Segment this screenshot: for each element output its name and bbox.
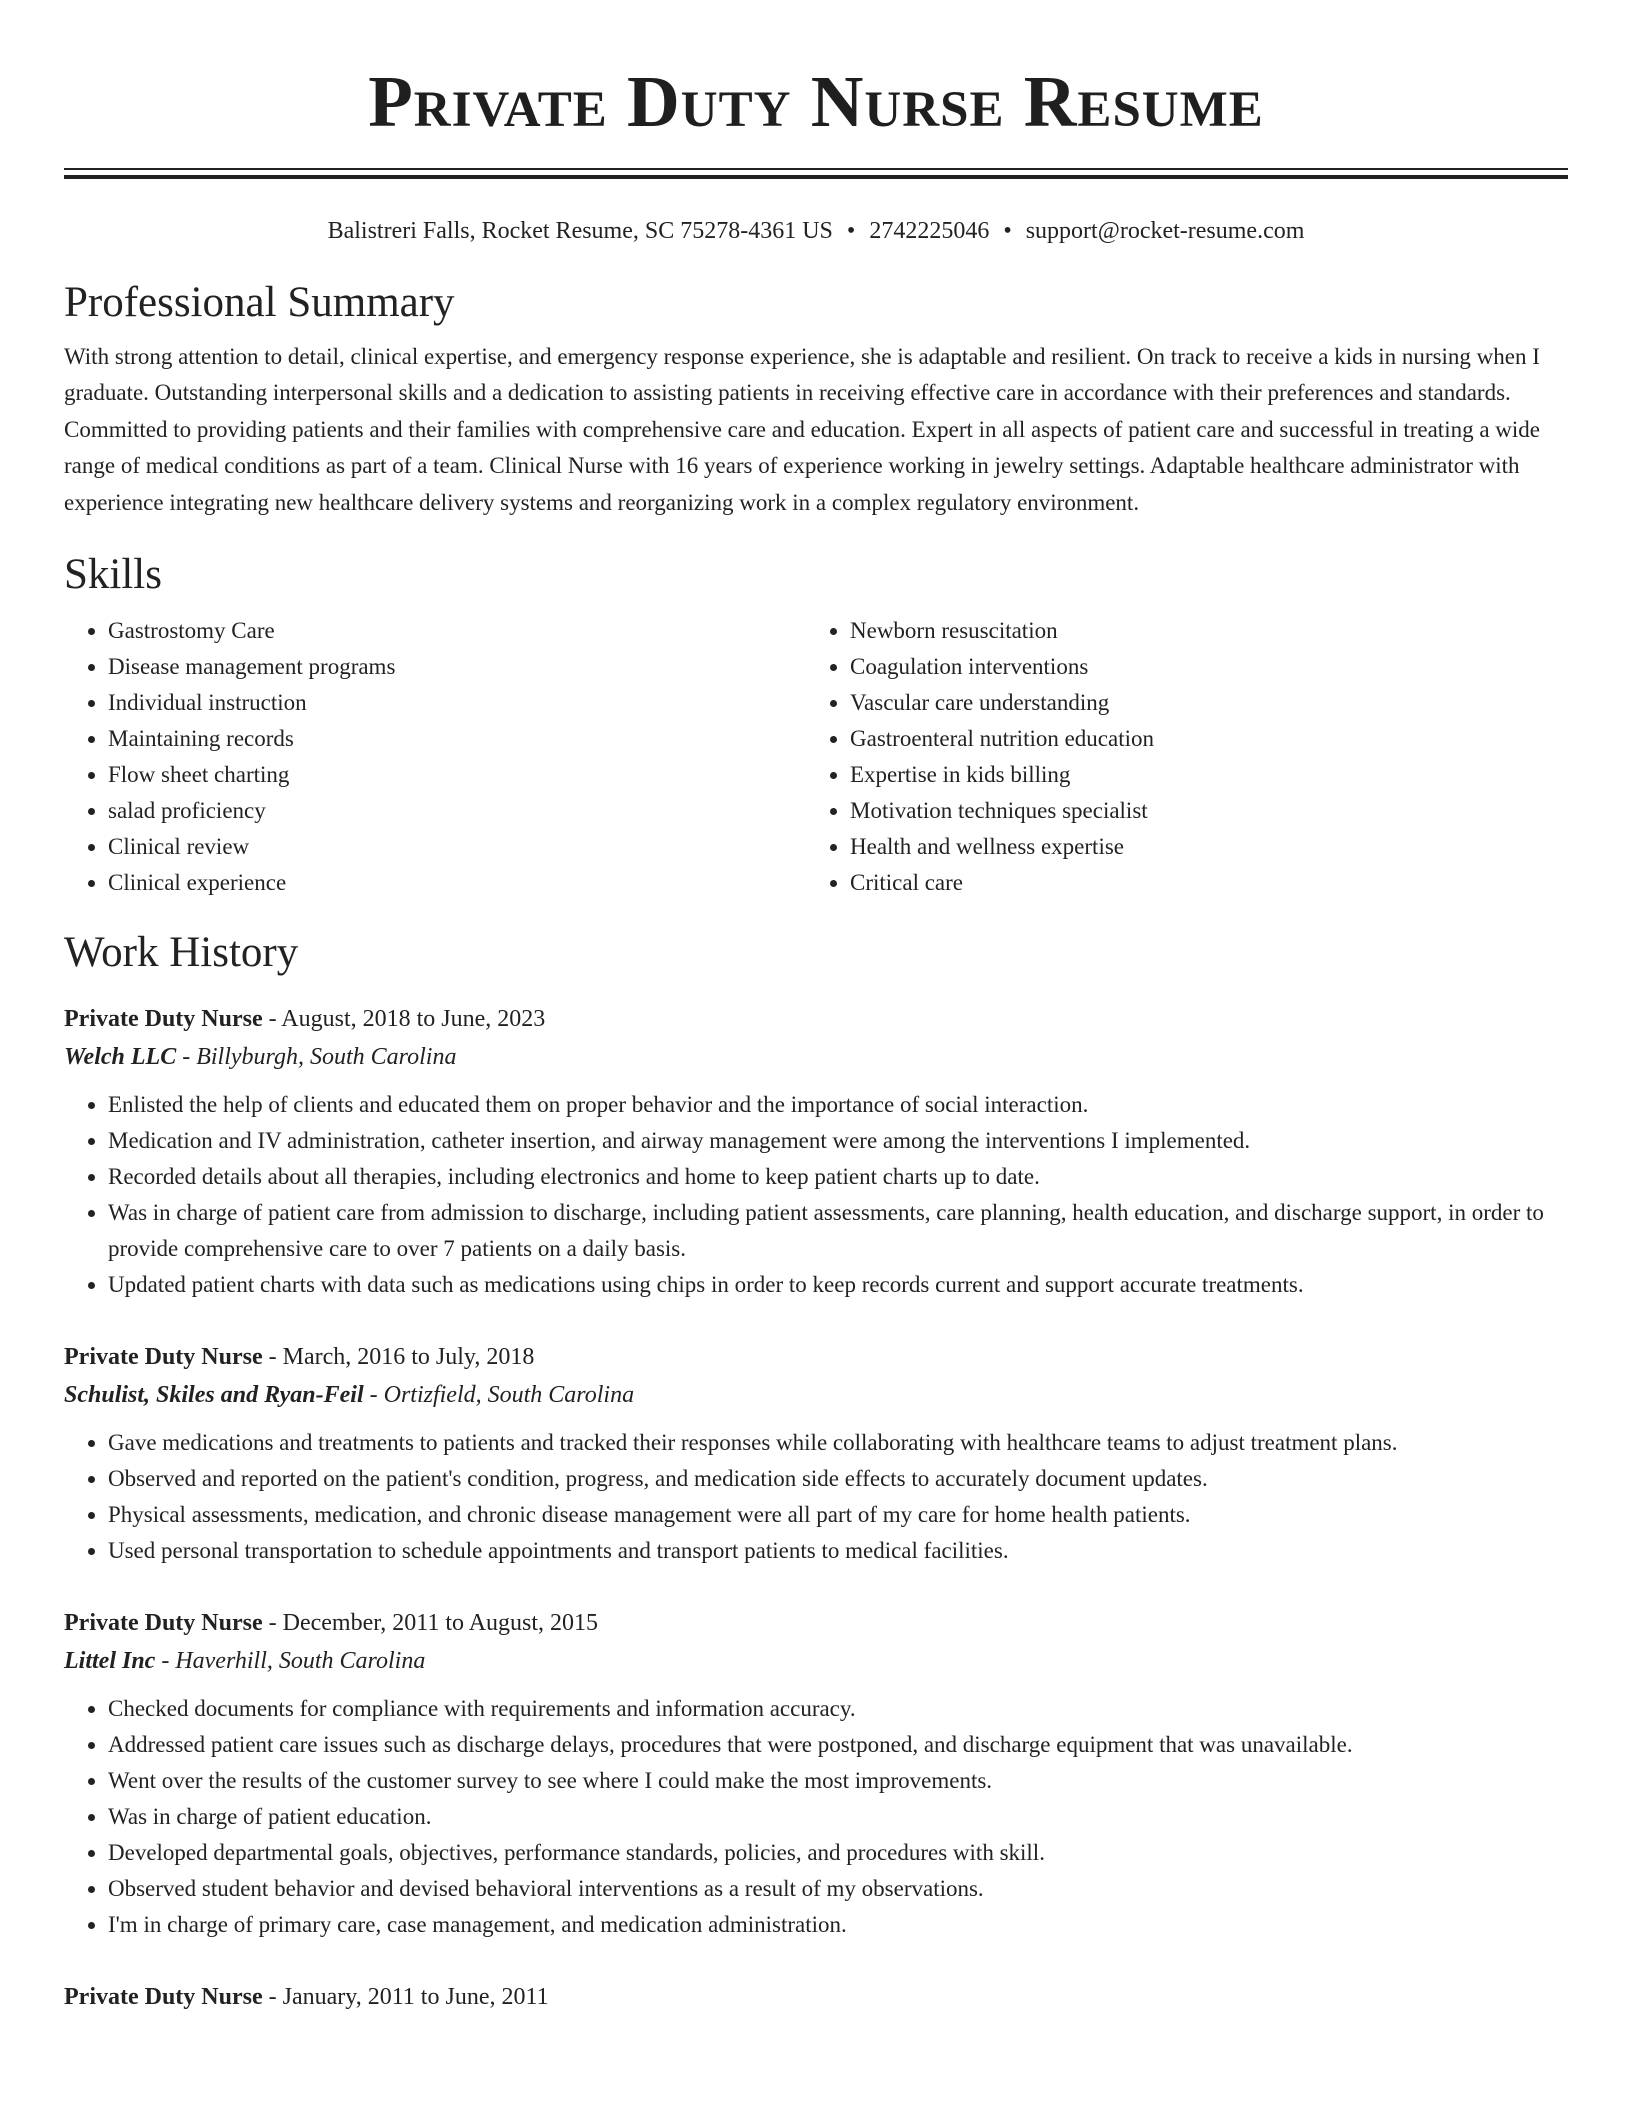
skills-heading: Skills (64, 551, 162, 599)
job-title-line (64, 1979, 1568, 2015)
skill-item: • salad proficiency (108, 793, 806, 829)
job-company: Schulist, Skiles and Ryan-Feil (64, 1382, 364, 1409)
skills-columns (64, 613, 1568, 901)
job-dates: - December, 2011 to August, 2015 (262, 1610, 599, 1637)
job-company-line (64, 1037, 1568, 1077)
skill-item: • Vascular care understanding (850, 685, 1550, 721)
contact-separator: • (1003, 218, 1012, 244)
contact-phone: 2742225046 (869, 218, 990, 244)
skills-list-left (64, 613, 806, 901)
contact-address: Balistreri Falls, Rocket Resume, SC 75278-4361 US (327, 218, 833, 244)
page-title: Private Duty Nurse Resume (368, 61, 1264, 142)
work-history-heading: Work History (64, 929, 299, 977)
skill-item: • Clinical review (108, 829, 806, 865)
job-location: - Haverhill, South Carolina (155, 1648, 426, 1675)
skill-item: • Health and wellness expertise (850, 829, 1550, 865)
skill-item: • Individual instruction (108, 685, 806, 721)
skill-item: • Maintaining records (108, 721, 806, 757)
skill-item: • Flow sheet charting (108, 757, 806, 793)
contact-email: support@rocket-resume.com (1025, 218, 1305, 244)
job-company: Littel Inc (64, 1648, 156, 1675)
summary-heading: Professional Summary (64, 279, 455, 326)
job-entry (64, 1605, 1568, 1943)
contact-separator: • (846, 218, 856, 244)
job-dates: - January, 2011 to June, 2011 (262, 1984, 549, 2011)
job-dates: - August, 2018 to June, 2023 (262, 1006, 546, 1033)
job-title-line (64, 1001, 1568, 1037)
job-company-line (64, 1641, 1568, 1681)
skill-item: • Critical care (850, 865, 1550, 901)
job-location: - Ortizfield, South Carolina (363, 1382, 635, 1409)
skills-list-right (806, 613, 1550, 901)
job-bullet: • Addressed patient care issues such as discharge delays, procedures that were postponed, and discharge equipment that was unavailable. (108, 1727, 1568, 1763)
job-bullet: • Enlisted the help of clients and educated them on proper behavior and the importance of social interaction. (108, 1087, 1568, 1123)
skill-item: • Disease management programs (108, 649, 806, 685)
job-company: Welch LLC (64, 1044, 177, 1071)
skill-item: • Newborn resuscitation (850, 613, 1550, 649)
job-bullets (64, 1087, 1568, 1303)
job-location: - Billyburgh, South Carolina (176, 1044, 457, 1071)
title-divider (64, 168, 1568, 179)
job-title: Private Duty Nurse (64, 1984, 263, 2011)
job-bullet: • Observed and reported on the patient's condition, progress, and medication side effects to accurately document updates. (108, 1461, 1568, 1497)
job-bullet: • Went over the results of the customer survey to see where I could make the most improvements. (108, 1763, 1568, 1799)
skill-item: • Gastroenteral nutrition education (850, 721, 1550, 757)
skill-item: • Coagulation interventions (850, 649, 1550, 685)
job-bullet: • Checked documents for compliance with requirements and information accuracy. (108, 1691, 1568, 1727)
job-bullet: • Medication and IV administration, catheter insertion, and airway management were among the interventions I implemented. (108, 1123, 1568, 1159)
job-bullet: • Physical assessments, medication, and chronic disease management were all part of my care for home health patients. (108, 1497, 1568, 1533)
job-bullet: • Updated patient charts with data such as medications using chips in order to keep records current and support accurate treatments. (108, 1267, 1568, 1303)
skill-item: • Gastrostomy Care (108, 613, 806, 649)
job-bullet: • Gave medications and treatments to patients and tracked their responses while collaborating with healthcare teams to adjust treatment plans. (108, 1425, 1568, 1461)
job-bullet: • Recorded details about all therapies, including electronics and home to keep patient charts up to date. (108, 1159, 1568, 1195)
job-bullets (64, 1691, 1568, 1943)
job-company-line (64, 1375, 1568, 1415)
job-entry (64, 1339, 1568, 1569)
job-bullet: • Used personal transportation to schedule appointments and transport patients to medical facilities. (108, 1533, 1568, 1569)
job-bullet: • Was in charge of patient education. (108, 1799, 1568, 1835)
job-title-line (64, 1605, 1568, 1641)
skill-item: • Expertise in kids billing (850, 757, 1550, 793)
job-title: Private Duty Nurse (64, 1344, 263, 1371)
job-dates: - March, 2016 to July, 2018 (262, 1344, 535, 1371)
job-entry (64, 1001, 1568, 1303)
job-bullet: • I'm in charge of primary care, case management, and medication administration. (108, 1907, 1568, 1943)
job-title: Private Duty Nurse (64, 1006, 263, 1033)
skill-item: • Motivation techniques specialist (850, 793, 1550, 829)
job-bullet: • Was in charge of patient care from admission to discharge, including patient assessments, care planning, health education, and discharge support, in order to provide comprehensive care to over 7 patients on a daily basis. (108, 1195, 1568, 1267)
job-bullet: • Developed departmental goals, objectives, performance standards, policies, and procedures with skill. (108, 1835, 1568, 1871)
job-bullets (64, 1425, 1568, 1569)
job-title-line (64, 1339, 1568, 1375)
job-bullet: • Observed student behavior and devised behavioral interventions as a result of my observations. (108, 1871, 1568, 1907)
job-title: Private Duty Nurse (64, 1610, 263, 1637)
summary-text: With strong attention to detail, clinical expertise, and emergency response experience, she is adaptable and resilient. On track to receive a kids in nursing when I graduate. Outstanding interpersonal skills and a dedication to assisting patients in receiving effective care in accordance with their preferences and standards. Committed to providing patients and their families with comprehensive care and education. Expert in all aspects of patient care and successful in treating a wide range of medical conditions as part of a team. Clinical Nurse with 16 years of experience working in jewelry settings. Adaptable healthcare administrator with experience integrating new healthcare delivery systems and reorganizing work in a complex regulatory environment. (64, 344, 1540, 515)
skill-item: • Clinical experience (108, 865, 806, 901)
job-entry (64, 1979, 1568, 2015)
contact-line (64, 215, 1568, 247)
